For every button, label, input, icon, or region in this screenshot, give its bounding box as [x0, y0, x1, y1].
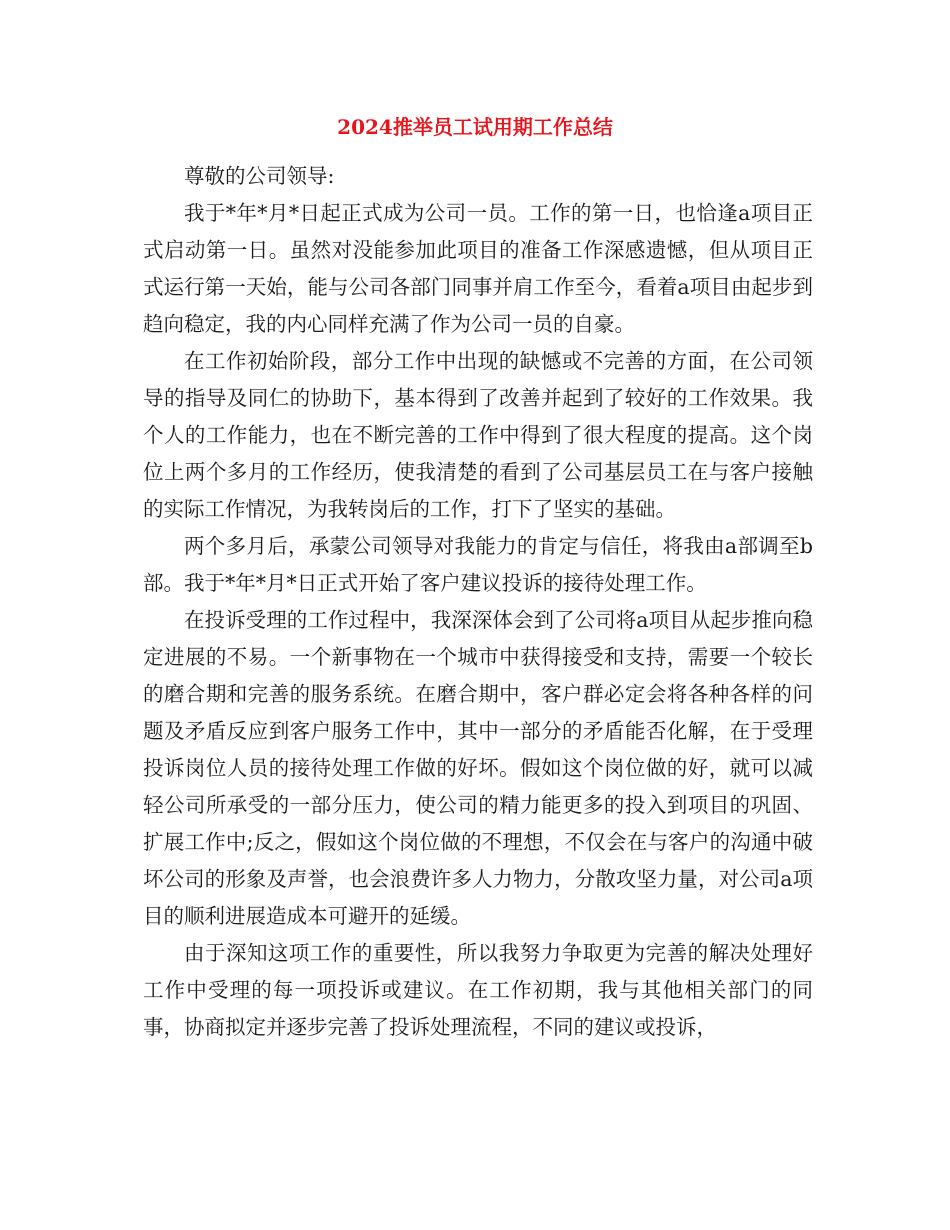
paragraph-4: 在投诉受理的工作过程中，我深深体会到了公司将a项目从起步推向稳定进展的不易。一个新事物在一个城市中获得接受和支持，需要一个较长的磨合期和完善的服务系统。在磨合期中，客户群必定会将各种各样的问题及矛盾反应到客户服务工作中，其中一部分的矛盾能否化解，在于受理投诉岗位人员的接待处理工作做的好坏。假如这个岗位做的好，就可以减轻公司所承受的一部分压力，使公司的精力能更多的投入到项目的巩固、扩展工作中;反之，假如这个岗位做的不理想，不仅会在与客户的沟通中破坏公司的形象及声誉，也会浪费许多人力物力，分散攻坚力量，对公司a项目的顺利进展造成本可避开的延缓。: [143, 608, 813, 928]
document-title: 2024推举员工试用期工作总结: [337, 115, 613, 139]
salutation: 尊敬的公司领导:: [184, 164, 335, 188]
paragraph-2: 在工作初始阶段，部分工作中出现的缺憾或不完善的方面，在公司领导的指导及同仁的协助下，基本得到了改善并起到了较好的工作效果。我个人的工作能力，也在不断完善的工作中得到了很大程度的提高。这个岗位上两个多月的工作经历，使我清楚的看到了公司基层员工在与客户接触的实际工作情况，为我转岗后的工作，打下了坚实的基础。: [143, 349, 813, 521]
paragraph-3: 两个多月后，承蒙公司领导对我能力的肯定与信任，将我由a部调至b部。我于*年*月*日正式开始了客户建议投诉的接待处理工作。: [143, 534, 813, 595]
paragraph-5: 由于深知这项工作的重要性，所以我努力争取更为完善的解决处理好工作中受理的每一项投诉或建议。在工作初期，我与其他相关部门的同事，协商拟定并逐步完善了投诉处理流程，不同的建议或投诉，: [143, 941, 813, 1039]
document-body: [143, 158, 813, 1046]
paragraph-1: 我于*年*月*日起正式成为公司一员。工作的第一日，也恰逢a项目正式启动第一日。虽然对没能参加此项目的准备工作深感遗憾，但从项目正式运行第一天始，能与公司各部门同事并肩工作至今，看着a项目由起步到趋向稳定，我的内心同样充满了作为公司一员的自豪。: [143, 201, 813, 336]
